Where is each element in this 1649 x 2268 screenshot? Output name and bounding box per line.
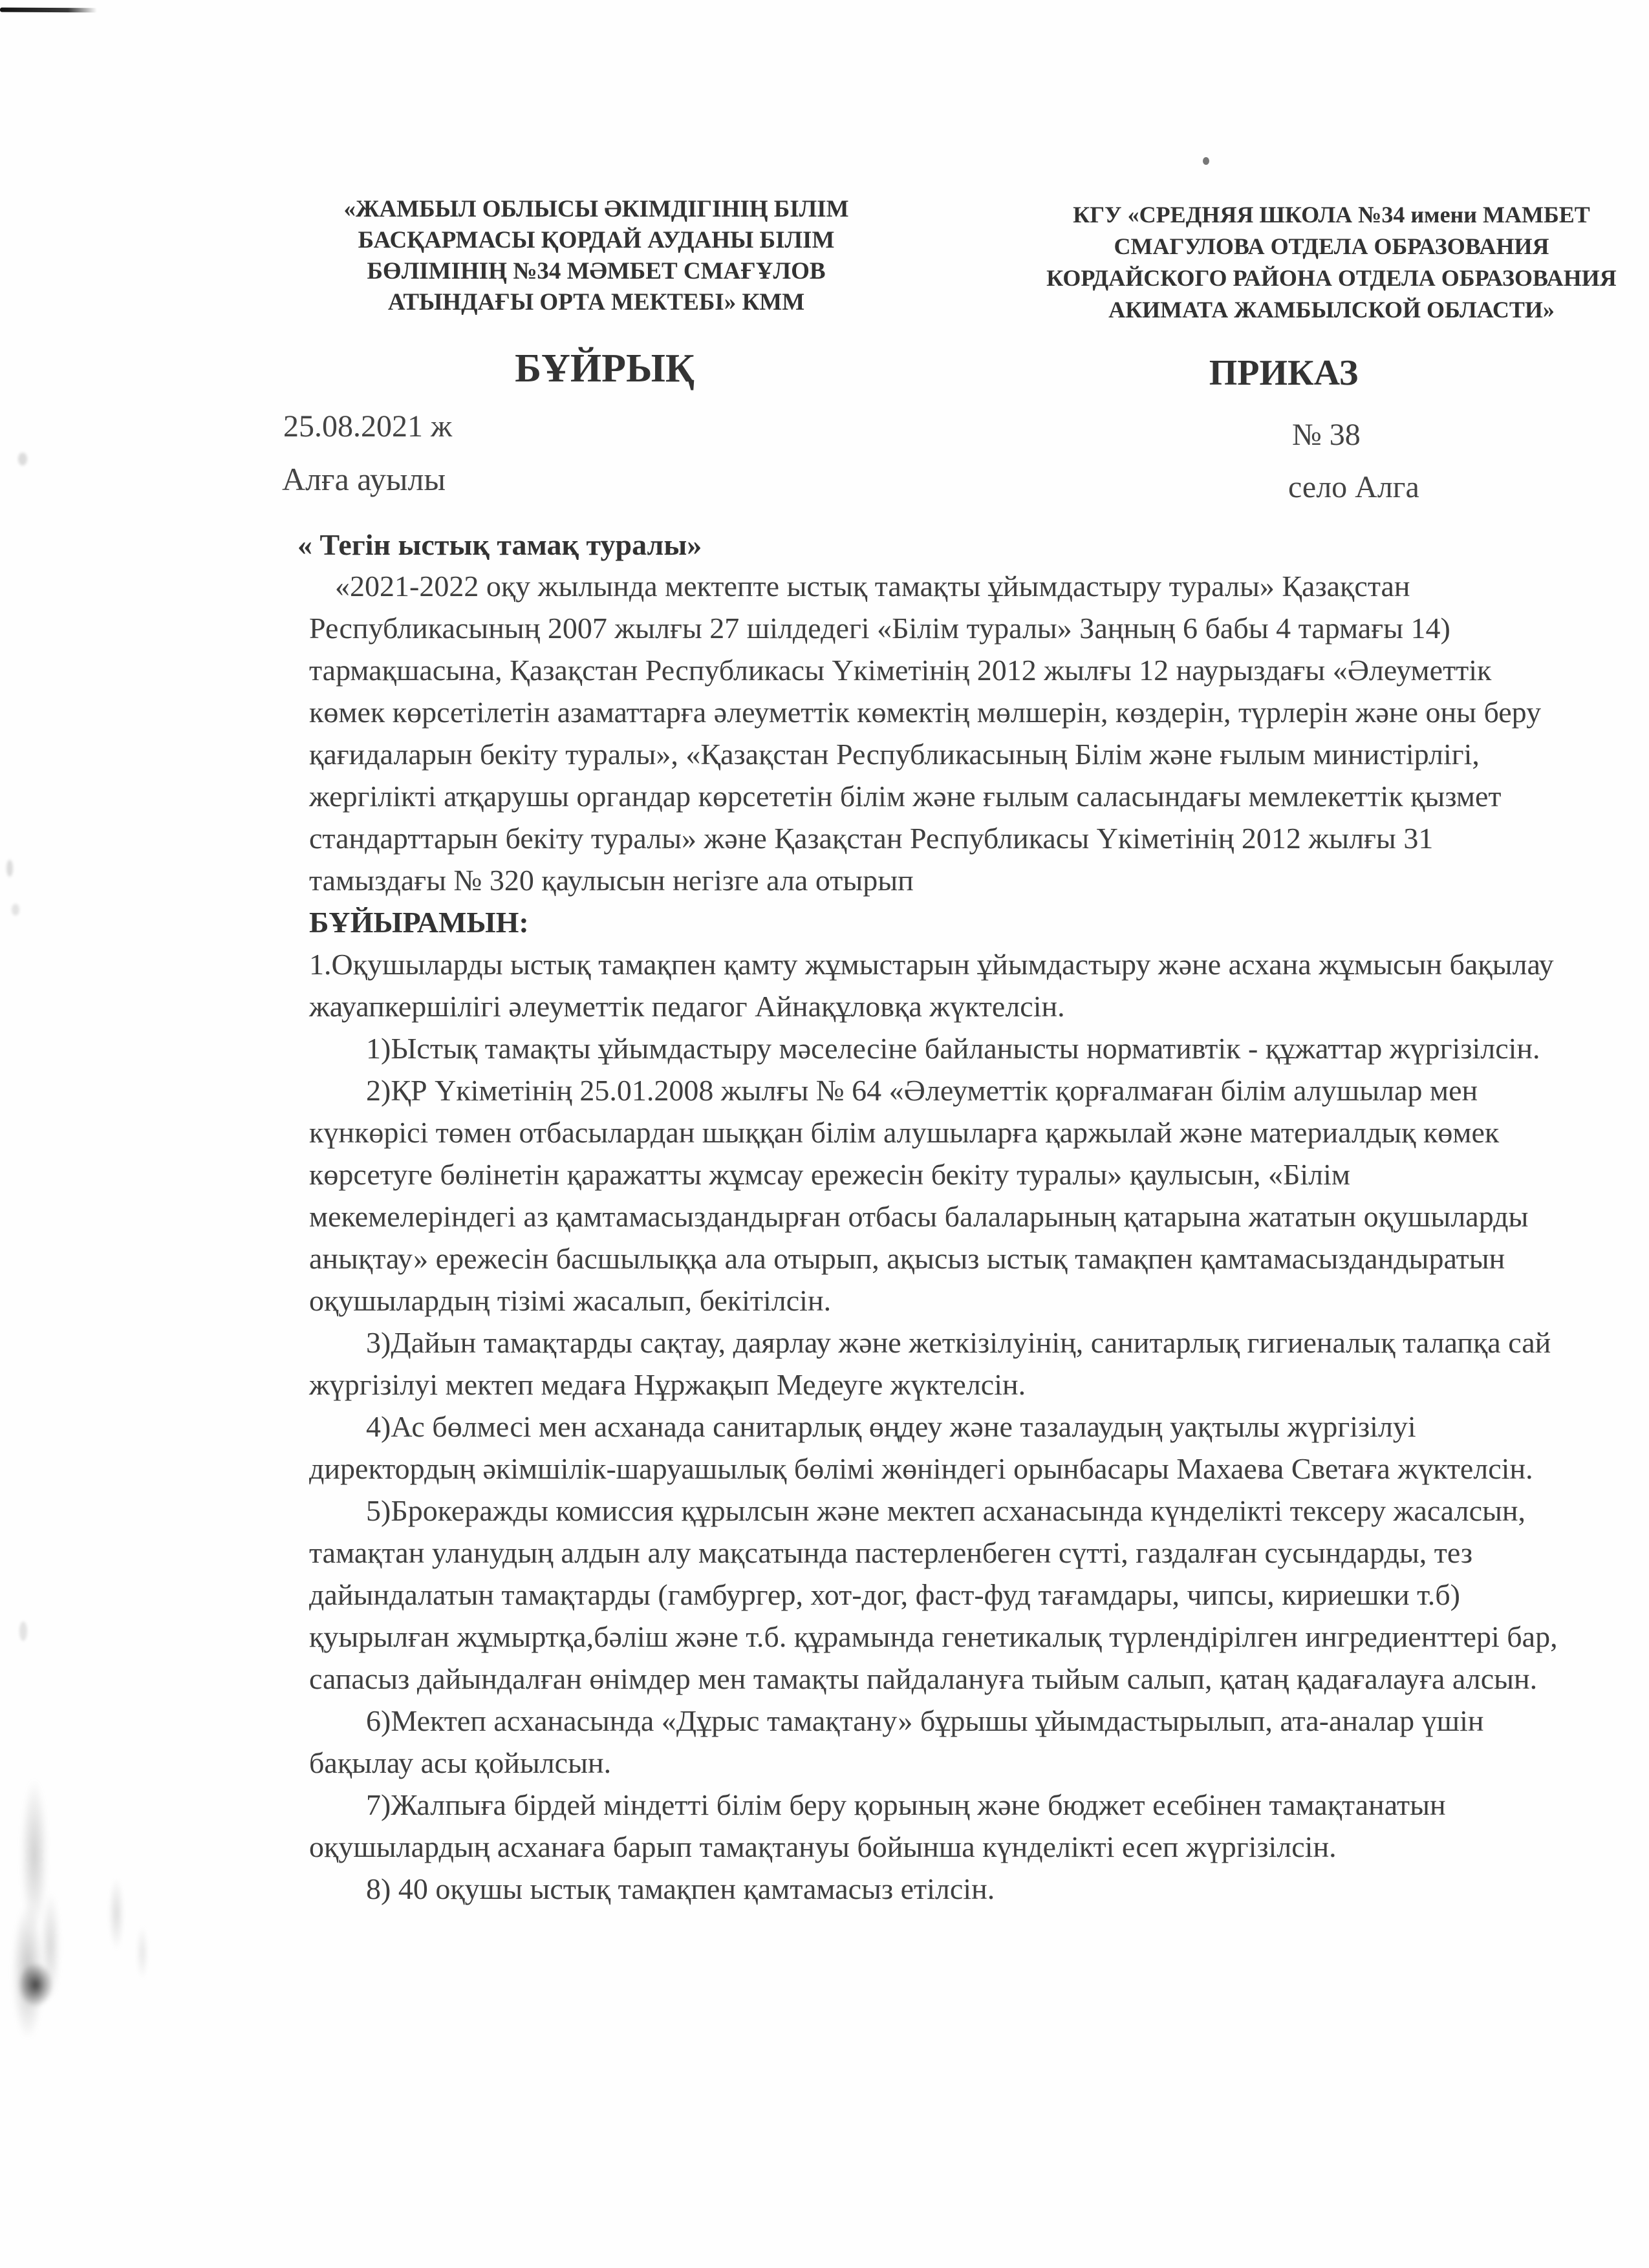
scan-artifact-ink-smudge-dark	[6, 1946, 65, 2017]
order-date: 25.08.2021 ж	[283, 409, 453, 444]
order-title-kazakh: БҰЙРЫҚ	[515, 347, 695, 390]
scan-artifact-top-edge-line	[0, 8, 97, 13]
order-body	[309, 565, 1560, 1910]
order-subitem-1: 1)Ыстық тамақты ұйымдастыру мәселесіне байланысты нормативтік - құжаттар жүргізілсін.	[366, 1032, 1540, 1065]
scan-artifact-ink-smudge	[5, 1778, 76, 2037]
order-number: № 38	[1292, 418, 1361, 452]
preamble-paragraph: «2021-2022 оқу жылында мектепте ыстық тамақты ұйымдастыру туралы» Қазақстан Республикасының 2007 жылғы 27 шілдедегі «Білім туралы» Заңның 6 бабы 4 тармағы 14) тармақшасына, Қазақстан Республикасы Үкіметінің 2012 жылғы 12 наурыздағы «Әлеуметтік көмек көрсетілетін азаматтарға әлеуметтік көмектің мөлшерін, көздерін, түрлерін және оны беру қағидаларын бекіту туралы», «Қазақстан Республикасының Білім және ғылым министірлігі, жергілікті атқарушы органдар көрсететін білім және ғылым саласындағы мемлекеттік қызмет стандарттарын бекіту туралы» және Қазақстан Республикасы Үкіметінің 2012 жылғы 31 тамыздағы № 320 қаулысын негізге ала отырып	[309, 570, 1542, 897]
resolve-heading: БҰЙЫРАМЫН:	[309, 906, 529, 939]
order-subitem-3: 3)Дайын тамақтарды сақтау, даярлау және жеткізілуінің, санитарлық гигиеналық талапқа сай жүргізілуі мектеп медаға Нұржақып Медеуге жүктелсін.	[309, 1326, 1551, 1401]
order-place-kazakh: Алға ауылы	[282, 461, 446, 497]
scan-artifact-speck	[18, 453, 27, 465]
order-subitem-5: 5)Брокеражды комиссия құрылсын және мектеп асханасында күнделікті тексеру жасалсын, тамақтан уланудың алдын алу мақсатында пастерленбеген сүтті, газдалған сусындарды, тез дайындалатын тамақтарды (гамбургер, хот-дог, фаст-фуд тағамдары, чипсы, кириешки т.б) қуырылған жұмыртқа,бәліш және т.б. құрамында генетикалық түрлендірілген ингредиенттері бар, сапасыз дайындалған өнімдер мен тамақты пайдалануға тыйым салып, қатаң қадағалауға алсын.	[309, 1494, 1558, 1695]
order-subitem-7: 7)Жалпыға бірдей міндетті білім беру қорының және бюджет есебінен тамақтанатын оқушылардың асханаға барып тамақтануы бойынша күнделікті есеп жүргізілсін.	[309, 1788, 1446, 1863]
scan-artifact-speck	[12, 904, 19, 915]
scan-artifact-speck	[19, 1621, 27, 1641]
order-subitem-6: 6)Мектеп асханасында «Дұрыс тамақтану» бұрышы ұйымдастырылып, ата-аналар үшін бақылау асы қойылсын.	[309, 1704, 1484, 1779]
order-subitem-8: 8) 40 оқушы ыстық тамақпен қамтамасыз етілсін.	[366, 1872, 995, 1905]
order-place-russian: село Алга	[1288, 470, 1419, 504]
scan-artifact-speck	[6, 860, 13, 877]
order-subitem-4: 4)Ас бөлмесі мен асханада санитарлық өңдеу және тазалаудың уақтылы жүргізілуі директордың әкімшілік-шаруашылық бөлімі жөніндегі орынбасары Махаева Светаға жүктелсін.	[309, 1410, 1533, 1485]
scan-artifact-ink-smudge-light	[78, 1862, 168, 2011]
order-subject: « Тегін ыстық тамақ туралы»	[297, 528, 702, 561]
scan-artifact-dot	[1203, 157, 1209, 165]
order-subitem-2: 2)ҚР Үкіметінің 25.01.2008 жылғы № 64 «Әлеуметтік қорғалмаған білім алушылар мен күнкөрісі төмен отбасылардан шыққан білім алушыларға қаржылай және материалдық көмек көрсетуге бөлінетін қаражатты жұмсау ережесін бекіту туралы» қаулысын, «Білім мекемелеріндегі аз қамтамасыздандырған отбасы балаларының қатарына жататын оқушыларды анықтау» ережесін басшылыққа ала отырып, ақысыз ыстық тамақпен қамтамасыздандыратын оқушылардың тізімі жасалып, бекітілсін.	[309, 1074, 1529, 1317]
org-name-russian: КГУ «СРЕДНЯЯ ШКОЛА №34 имени МАМБЕТ СМАГУЛОВА ОТДЕЛА ОБРАЗОВАНИЯ КОРДАЙСКОГО РАЙОНА ОТДЕЛА ОБРАЗОВАНИЯ АКИМАТА ЖАМБЫЛСКОЙ ОБЛАСТИ»	[1046, 202, 1617, 323]
order-title-russian: ПРИКАЗ	[1209, 353, 1359, 393]
org-name-kazakh: «ЖАМБЫЛ ОБЛЫСЫ ӘКІМДІГІНІҢ БІЛІМ БАСҚАРМАСЫ ҚОРДАЙ АУДАНЫ БІЛІМ БӨЛІМІНІҢ №34 МӘМБЕТ СМАҒҰЛОВ АТЫНДАҒЫ ОРТА МЕКТЕБІ» КММ	[343, 196, 849, 316]
order-item-1: 1.Оқушыларды ыстық тамақпен қамту жұмыстарын ұйымдастыру және асхана жұмысын бақылау жауапкершілігі әлеуметтік педагог Айнақұловқа жүктелсін.	[309, 948, 1554, 1023]
